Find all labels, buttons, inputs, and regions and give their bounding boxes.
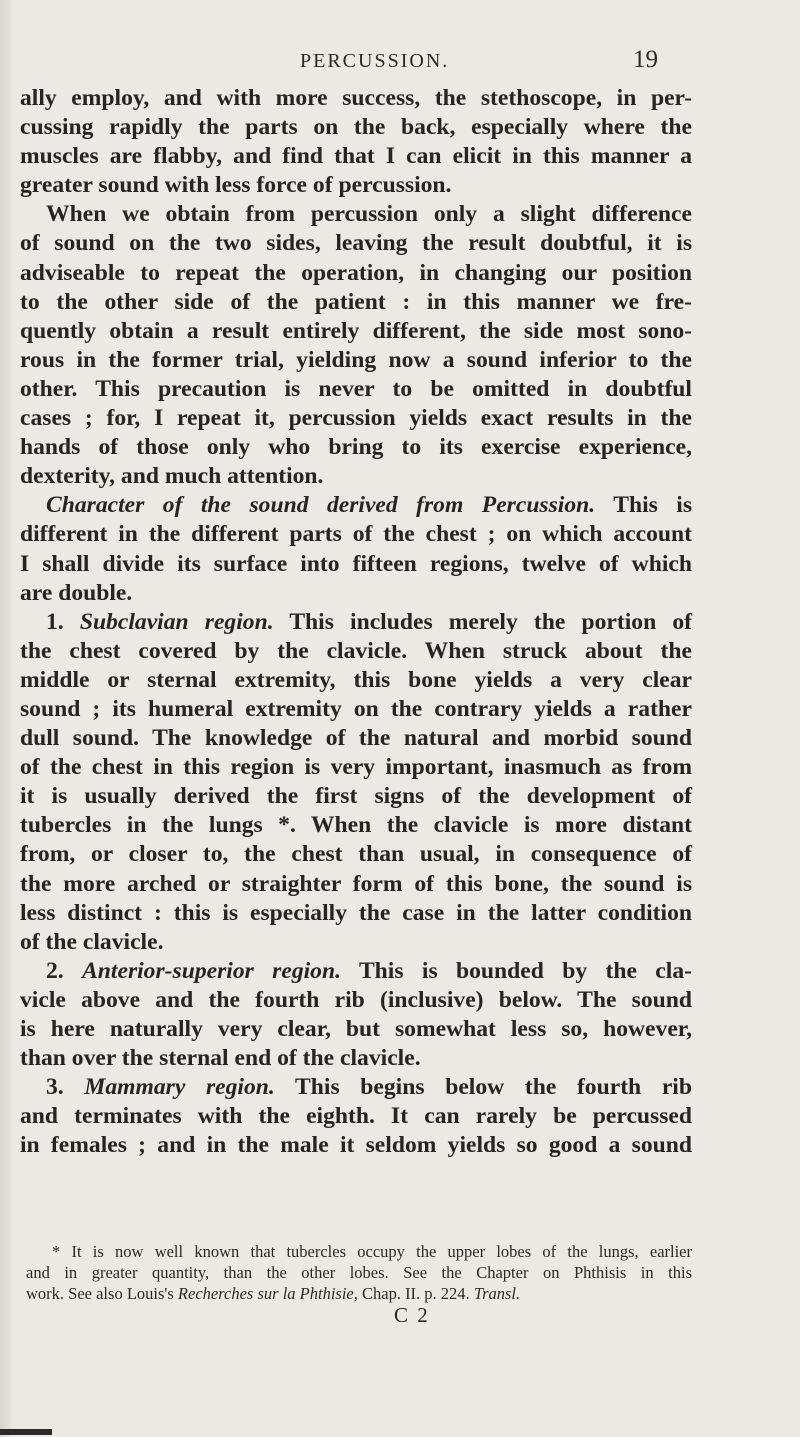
footnote-fragment: Chap. II. p. 224. <box>361 1284 470 1303</box>
text-line: than over the sternal end of the clavicle. <box>20 1045 421 1072</box>
text-line: adviseable to repeat the operation, in changing our position <box>20 259 692 286</box>
footnote-translator-mark: Transl. <box>473 1284 521 1303</box>
text-line: are double. <box>20 579 133 606</box>
text-line: rous in the former trial, yielding now a sound inferior to the <box>20 346 692 373</box>
footnote-line: * It is now well known that tubercles occupy the upper lobes of the lungs, earlier <box>52 1242 692 1261</box>
region-name: Mammary region. <box>84 1074 275 1101</box>
text-line: the chest covered by the clavicle. When struck about the <box>20 637 692 664</box>
text-line: cussing rapidly the parts on the back, especially where the <box>20 114 692 141</box>
page-edge-mark <box>0 1429 52 1435</box>
signature-mark: C 2 <box>394 1303 430 1327</box>
text-line: to the other side of the patient : in this manner we fre- <box>20 288 692 315</box>
text-line: hands of those only who bring to its exercise experience, <box>20 434 692 461</box>
footnote <box>26 1241 692 1304</box>
region-name: Anterior-superior region. <box>82 957 341 984</box>
text-line: ally employ, and with more success, the stethoscope, in per- <box>20 85 692 111</box>
section-heading-character: Character of the sound derived from Percussion. <box>46 492 596 519</box>
text-line: When we obtain from percussion only a slight difference <box>46 201 692 228</box>
text-line: vicle above and the fourth rib (inclusive) below. The sound <box>20 986 692 1013</box>
text-line-region-1 <box>20 608 692 637</box>
text-line: other. This precaution is never to be omitted in doubtful <box>20 375 692 402</box>
text-line: muscles are flabby, and find that I can elicit in this manner a <box>20 143 692 170</box>
running-head: PERCUSSION. <box>300 50 450 72</box>
text-line: it is usually derived the first signs of the development of <box>20 783 692 810</box>
text-line: sound ; its humeral extremity on the contrary yields a rather <box>20 695 692 722</box>
text-line: tubercles in the lungs *. When the clavicle is more distant <box>20 812 692 839</box>
text-line: and terminates with the eighth. It can rarely be percussed <box>20 1103 692 1130</box>
text-line: from, or closer to, the chest than usual, in consequence of <box>20 841 692 868</box>
text-line: dull sound. The knowledge of the natural and morbid sound <box>20 725 692 752</box>
text-line: less distinct : this is especially the case in the latter condition <box>20 899 692 926</box>
region-number: 2. <box>46 957 64 984</box>
text-line: is here naturally very clear, but somewhat less so, however, <box>20 1016 692 1042</box>
body-text <box>20 84 692 1160</box>
region-name: Subclavian region. <box>79 608 274 635</box>
text-line: of sound on the two sides, leaving the result doubtful, it is <box>20 230 692 257</box>
text-line: different in the different parts of the chest ; on which account <box>20 521 692 548</box>
text-line: greater sound with less force of percussion. <box>20 172 452 199</box>
footnote-book-title: Recherches sur la Phthisie, <box>177 1284 358 1303</box>
text-line: dexterity, and much attention. <box>20 463 324 490</box>
text-fragment: This is bounded by the cla- <box>358 957 692 984</box>
text-line-region-2 <box>20 957 692 986</box>
text-line: quently obtain a result entirely different, the side most sono- <box>20 317 692 344</box>
footnote-fragment: work. See also Louis's <box>26 1284 174 1303</box>
text-line: in females ; and in the male it seldom yields so good a sound <box>20 1132 692 1159</box>
text-line: of the clavicle. <box>20 928 164 955</box>
text-line: middle or sternal extremity, this bone yields a very clear <box>20 666 692 693</box>
region-number: 1. <box>46 608 64 635</box>
text-fragment: This includes merely the portion of <box>289 608 692 635</box>
text-line: cases ; for, I repeat it, percussion yields exact results in the <box>20 405 692 432</box>
text-fragment: This is <box>613 492 693 519</box>
footnote-line: and in greater quantity, than the other lobes. See the Chapter on Phthisis in this <box>26 1263 692 1282</box>
text-line-heading <box>20 491 692 520</box>
text-line: I shall divide its surface into fifteen regions, twelve of which <box>20 550 692 577</box>
text-line: of the chest in this region is very important, inasmuch as from <box>20 754 692 781</box>
page-number: 19 <box>633 46 658 73</box>
footnote-line <box>26 1283 692 1304</box>
gutter-shadow <box>0 0 14 1437</box>
text-fragment: This begins below the fourth rib <box>295 1074 692 1101</box>
region-number: 3. <box>46 1074 64 1101</box>
text-line-region-3 <box>20 1073 692 1102</box>
text-line: the more arched or straighter form of this bone, the sound is <box>20 870 692 897</box>
